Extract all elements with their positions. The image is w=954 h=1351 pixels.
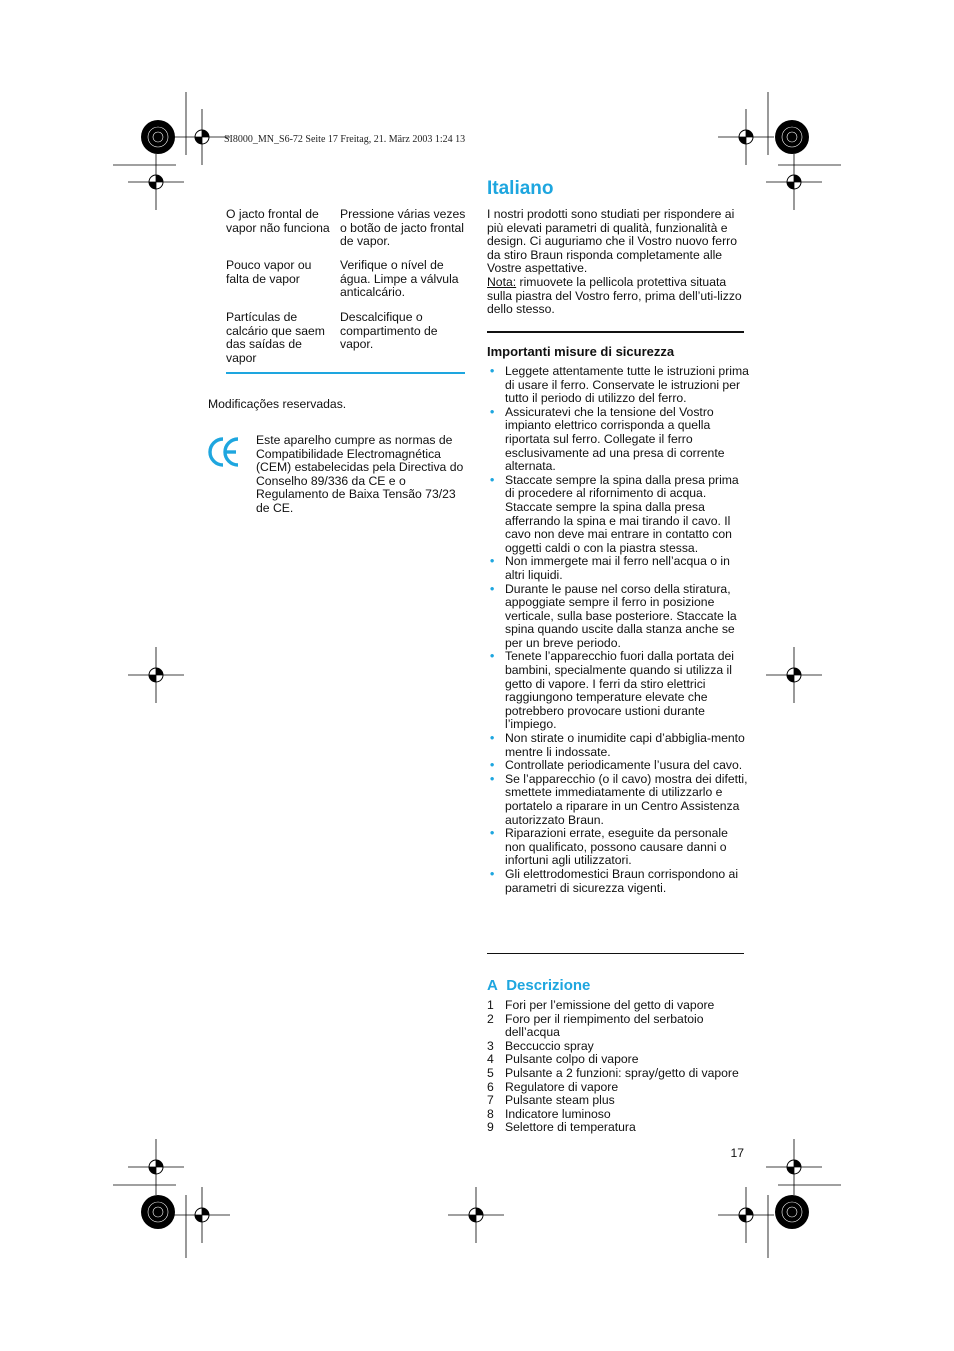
list-item: 5 Pulsante a 2 funzioni: spray/getto di vapore [487,1065,739,1080]
table-problem-2: Pouco vapor ou falta de vapor [226,258,312,286]
list-item: • Durante le pause nel corso della stiratura, appoggiate sempre il ferro in posizione verticale, sulla base posteriore. Staccate la spina quando uscite dalla stanza anche se per un breve periodo. [490,581,737,650]
list-item: • Staccate sempre la spina dalla presa prima di procedere al rifornimento di acqua. Staccate sempre la spina dalla presa afferrando la spina e mai tirando il cavo. Il cavo non deve mai entrare in contatto con oggetti caldi o con la piastra stessa. [490,472,739,555]
modifications-note: Modificações reservadas. [208,397,347,411]
bullet-icon: • [490,364,495,378]
bullet-icon: • [490,758,495,773]
intro-text: I nostri prodotti sono studiati per rispondere ai più elevati parametri di qualità, funzionalità e design. Ci auguriamo che il Vostro nuovo ferro da stiro Braun risponda completamente alle Vostre aspettative. [487,207,737,276]
list-item: • Controllate periodicamente l’usura del cavo. [490,758,743,773]
list-item: 1 Fori per l’emissione del getto di vapore [487,998,715,1012]
intro-paragraph [487,208,749,317]
section-rule [487,331,744,333]
page-number: 17 [730,1146,744,1160]
figure-letter: A [487,977,498,994]
bullet-icon: • [490,554,495,569]
table-rule [226,372,465,374]
list-item: • Tenete l’apparecchio fuori dalla portata dei bambini, specialmente quando si utilizza il getto di vapore. I ferri da stiro elettrici raggiungono temperature elevate che potrebbero provocare ustioni durante l’impiego. [490,649,735,732]
bullet-icon: • [490,866,495,881]
bullet-icon: • [490,581,495,596]
list-item: • Gli elettrodomestici Braun corrispondono ai parametri di sicurezza vigenti. [490,866,739,895]
bullet-icon: • [490,826,495,841]
table-remedy-2: Verifique o nível de água. Limpe a válvula anticalcário. [340,258,459,300]
bullet-icon: • [490,472,495,487]
description-heading [487,977,590,995]
table-problem-1: O jacto frontal de vapor não funciona [226,207,330,235]
section-rule [487,953,744,954]
section-title-italiano: Italiano [487,178,554,199]
nota-text: rimuovete la pellicola protettiva situata sulla piastra del Vostro ferro, prima dell’uti-lizzo dello stesso. [487,274,742,317]
list-item: 6 Regulatore di vapore [487,1079,619,1094]
list-item: 4 Pulsante colpo di vapore [487,1052,639,1067]
list-item: • Leggete attentamente tutte le istruzioni prima di usare il ferro. Conservate le istruzioni per tutto il periodo di utilizzo del ferro. [490,364,749,406]
ce-mark-icon [208,436,240,468]
list-item: • Non stirate o inumidite capi d’abbiglia-mento mentre li indossate. [490,731,745,759]
bullet-icon: • [490,404,495,419]
table-problem-3: Partículas de calcário que saem das saídas de vapor [226,310,325,365]
bullet-icon: • [490,771,495,786]
bullet-icon: • [490,649,495,664]
ce-compliance-text: Este aparelho cumpre as normas de Compatibilidade Electromagnética (CEM) estabelecidas pela Directiva do Conselho 89/336 da CE e o Regulamento de Baixa Tensão 73/23 de CE. [256,433,464,515]
list-item: 9 Selettore di temperatura [487,1120,636,1135]
safety-list [487,365,749,895]
safety-heading: Importanti misure di sicurezza [487,344,675,359]
table-remedy-3: Descalcifique o compartimento de vapor. [340,310,438,352]
description-list [487,999,749,1135]
list-item: • Assicuratevi che la tensione del Vostro impianto elettrico corrisponda a quella riportata sul ferro. Collegate il ferro esclusivamente ad una presa di corrente alternata. [490,404,725,474]
list-item: 8 Indicatore luminoso [487,1106,611,1121]
list-item: 3 Beccuccio spray [487,1038,594,1053]
print-slug: SI8000_MN_S6-72 Seite 17 Freitag, 21. März 2003 1:24 13 [224,134,466,145]
description-title: Descrizione [506,977,591,994]
table-remedy-1: Pressione várias vezes o botão de jacto frontal de vapor. [340,207,466,249]
bullet-icon: • [490,731,495,746]
list-item: 7 Pulsante steam plus [487,1093,615,1108]
list-item: • Riparazioni errate, eseguite da personale non qualificato, possono causare danni o infortuni agli utilizzatori. [490,826,728,868]
list-item: 2 Foro per il riempimento del serbatoio dell’acqua [487,1011,704,1040]
list-item: • Se l’apparecchio (o il cavo) mostra dei difetti, smettete immediatamente di utilizzarlo e portatelo a riparare in un Centro Assistenza autorizzato Braun. [490,771,748,827]
list-item: • Non immergete mai il ferro nell’acqua o in altri liquidi. [490,554,730,582]
nota-label: Nota: [487,274,517,289]
